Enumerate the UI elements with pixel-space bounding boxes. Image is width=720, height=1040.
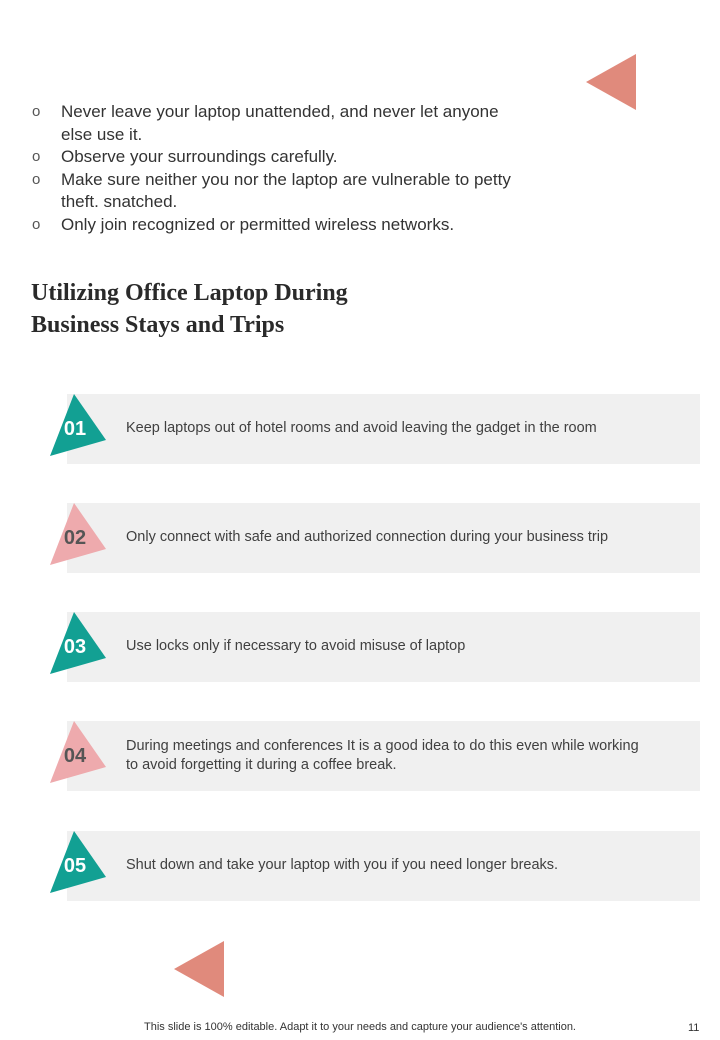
bullet-item [32, 146, 532, 169]
coral-triangle-decoration-top [586, 54, 636, 110]
step-text: Keep laptops out of hotel rooms and avoid leaving the gadget in the room [126, 420, 597, 437]
step-card-05 [0, 831, 720, 903]
step-number: 04 [63, 745, 87, 767]
bullet-text: Only join recognized or permitted wireless networks. [61, 214, 455, 234]
footer-note: This slide is 100% editable. Adapt it to your needs and capture your audience's attention. [144, 1021, 576, 1033]
step-number: 05 [63, 855, 87, 877]
step-card-01 [0, 394, 720, 466]
bullet-item [32, 169, 532, 214]
bullet-text: Observe your surroundings carefully. [61, 147, 338, 166]
bullet-text: Make sure neither you nor the laptop are vulnerable to petty theft. snatched. [61, 169, 511, 211]
page-number: 11 [688, 1022, 700, 1034]
step-text: During meetings and conferences It is a good idea to do this even while working to avoid forgetting it during a coffee break. [126, 737, 639, 773]
guideline-bullet-list [32, 101, 532, 236]
step-text: Shut down and take your laptop with you if you need longer breaks. [126, 857, 559, 874]
step-text: Only connect with safe and authorized connection during your business trip [126, 529, 609, 546]
bullet-text: Never leave your laptop unattended, and never let anyone else use it. [61, 102, 499, 144]
coral-triangle-decoration-bottom [174, 941, 224, 997]
step-card-02 [0, 503, 720, 575]
step-number: 01 [63, 418, 87, 440]
section-heading: Utilizing Office Laptop During Business Stays and Trips [31, 280, 348, 338]
bullet-marker: o [32, 170, 41, 188]
bullet-marker: o [32, 148, 41, 165]
step-card-04 [0, 721, 720, 793]
step-text: Use locks only if necessary to avoid misuse of laptop [126, 638, 466, 655]
bullet-item [32, 101, 532, 146]
bullet-marker: o [32, 215, 41, 233]
step-card-03 [0, 612, 720, 684]
step-number: 03 [63, 636, 87, 658]
bullet-marker: o [32, 103, 41, 120]
step-number: 02 [63, 527, 87, 549]
bullet-item [32, 214, 532, 237]
